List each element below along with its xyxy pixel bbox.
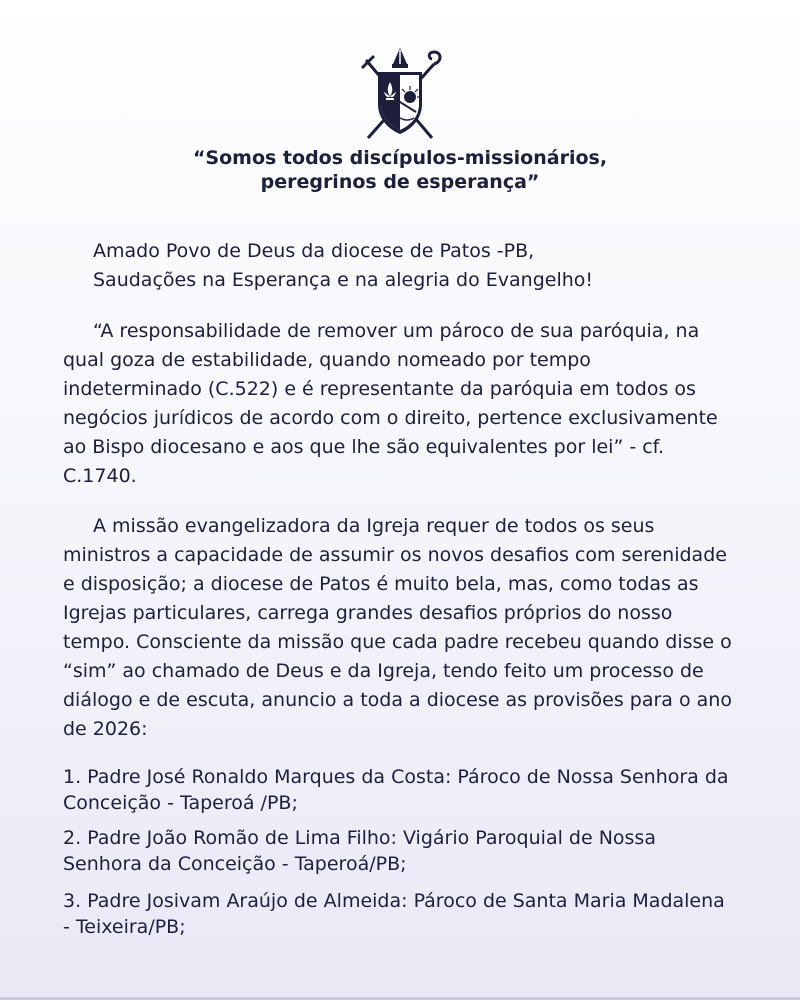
appointment-item: 3. Padre Josivam Araújo de Almeida: Pároco de Santa Maria Madalena - Teixeira/PB; (63, 890, 725, 938)
mission-paragraph: A missão evangelizadora da Igreja requer de todos os seus ministros a capacidade de assumir os novos desafios com serenidade e disposição; a diocese de Patos é muito bela, mas, como todas as Igrejas particulares, carrega grandes desafios próprios do nosso tempo. Consciente da missão que cada padre recebeu quando disse o “sim” ao chamado de Deus e da Igreja, tendo feito um processo de diálogo e de escuta, anuncio a toda a diocese as provisões para o ano de 2026: (63, 515, 732, 740)
motto (0, 146, 800, 194)
diocesan-coat-of-arms-icon (356, 42, 444, 142)
canon-law-paragraph: “A responsabilidade de remover um pároco de sua paróquia, na qual goza de estabilidade, quando nomeado por tempo indeterminado (C.522) e é representante da paróquia em todos os negócios jurídicos de acordo com o direito, pertence exclusivamente ao Bispo diocesano e aos que lhe são equivalentes por lei” - cf. C.1740. (63, 320, 718, 487)
appointment-item: 2. Padre João Romão de Lima Filho: Vigário Paroquial de Nossa Senhora da Conceição - Taperoá/PB; (63, 827, 656, 875)
greeting (93, 237, 733, 295)
motto-line-1: “Somos todos discípulos-missionários, (192, 147, 608, 169)
greeting-line-2: Saudações na Esperança e na alegria do Evangelho! (93, 269, 594, 291)
greeting-line-1: Amado Povo de Deus da diocese de Patos -PB, (93, 240, 535, 262)
motto-line-2: peregrinos de esperança” (260, 171, 540, 193)
appointment-item: 1. Padre José Ronaldo Marques da Costa: Pároco de Nossa Senhora da Conceição - Taperoá /PB; (63, 766, 729, 814)
